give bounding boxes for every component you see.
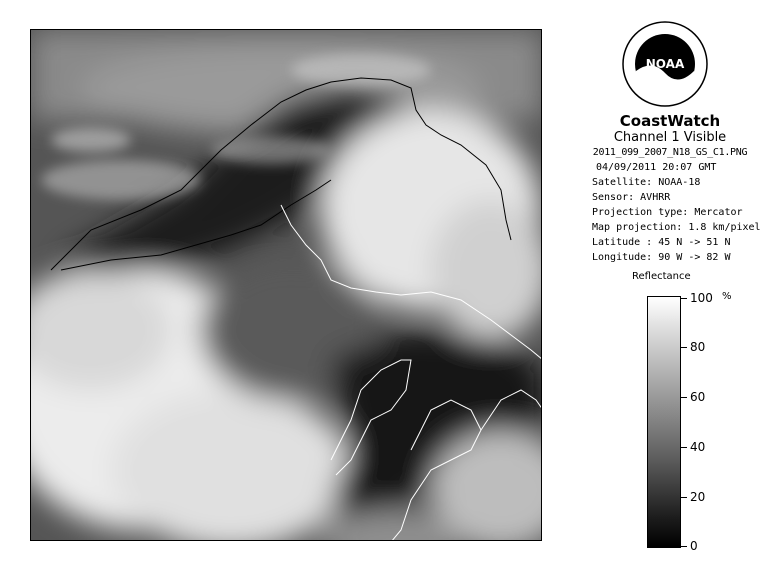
colorbar-title: Reflectance: [632, 271, 691, 282]
filename-label: 2011_099_2007_N18_GS_C1.PNG: [592, 147, 748, 158]
info-panel: [560, 112, 780, 265]
cloud-cover: [31, 30, 542, 541]
channel-label: Channel 1 Visible: [613, 130, 727, 145]
colorbar-unit: %: [722, 291, 732, 302]
colorbar-tick: [681, 347, 687, 348]
colorbar-tick: [681, 497, 687, 498]
colorbar-tick-label-20: 20: [690, 490, 706, 504]
satellite-imagery-svg: [31, 30, 542, 541]
longitude-label: Longitude: 90 W -> 82 W: [592, 252, 731, 263]
latitude-label: Latitude : 45 N -> 51 N: [592, 237, 731, 248]
datetime-label: 04/09/2011 20:07 GMT: [596, 162, 717, 173]
noaa-logo: [622, 21, 708, 107]
colorbar-tick-label-100: 100: [690, 291, 713, 305]
colorbar-tick: [681, 546, 687, 547]
colorbar-tick-label-60: 60: [690, 390, 706, 404]
colorbar-tick: [681, 397, 687, 398]
sensor-label: Sensor: AVHRR: [592, 192, 671, 203]
satellite-label: Satellite: NOAA-18: [592, 177, 701, 188]
brand-title: CoastWatch: [619, 112, 721, 130]
map-projection-label: Map projection: 1.8 km/pixel: [592, 222, 761, 233]
colorbar: [647, 296, 681, 548]
projection-type-label: Projection type: Mercator: [592, 207, 743, 218]
colorbar-tick: [681, 298, 687, 299]
satellite-image: [30, 29, 542, 541]
colorbar-tick: [681, 447, 687, 448]
colorbar-tick-label-40: 40: [690, 440, 706, 454]
colorbar-tick-label-80: 80: [690, 340, 706, 354]
colorbar-tick-label-0: 0: [690, 539, 698, 553]
logo-center-text: NOAA: [645, 57, 685, 71]
